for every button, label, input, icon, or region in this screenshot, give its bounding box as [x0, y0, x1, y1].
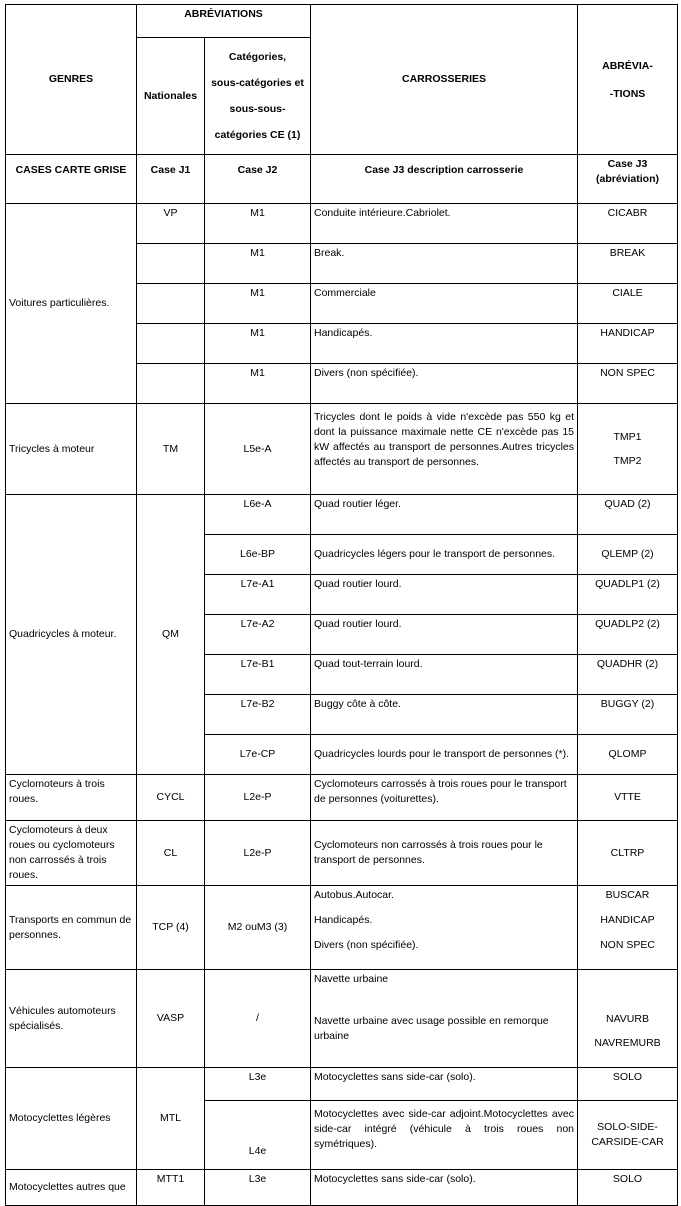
abbreviation-cell: CIALE — [578, 284, 678, 324]
abbreviation-cell — [578, 886, 678, 970]
description-line: Divers (non spécifiée). — [314, 939, 419, 951]
abbreviation-cell: QUADLP2 (2) — [578, 615, 678, 655]
abbreviation-line: NAVREMURB — [594, 1037, 661, 1049]
header-categories-line-4: catégories CE (1) — [214, 129, 301, 141]
genre-cell: Motocyclettes autres que — [6, 1170, 137, 1206]
header-abbreviation-column — [578, 5, 678, 155]
national-cell-empty — [137, 364, 205, 404]
description-cell — [311, 886, 578, 970]
abbreviation-cell: HANDICAP — [578, 324, 678, 364]
header-categories-line-1: Catégories, — [228, 51, 287, 63]
description-cell: Tricycles dont le poids à vide n'excède pas 550 kg et dont la puissance maximale nette CE n'excède pas 15 kW affectés au transport de personnes.Autres tricycles affectés au transport de personnes. — [311, 404, 578, 495]
genre-cell: Quadricycles à moteur. — [6, 495, 137, 775]
abbreviation-line: NAVURB — [606, 1013, 649, 1025]
national-cell: QM — [137, 495, 205, 775]
abbreviation-cell: QLEMP (2) — [578, 535, 678, 575]
header-abbr-line-2: -TIONS — [609, 87, 646, 100]
table-row — [6, 204, 678, 244]
header-genres: GENRES — [6, 5, 137, 155]
category-cell: L6e-BP — [205, 535, 311, 575]
table-row — [6, 1170, 678, 1206]
category-cell: L3e — [205, 1068, 311, 1101]
description-cell: Quadricycles lourds pour le transport de personnes (*). — [311, 735, 578, 775]
description-cell: Buggy côte à côte. — [311, 695, 578, 735]
category-cell: M2 ouM3 (3) — [205, 886, 311, 970]
description-cell: Commerciale — [311, 284, 578, 324]
abbreviation-cell — [578, 404, 678, 495]
table-row — [6, 821, 678, 886]
table-row — [6, 970, 678, 1068]
table-row — [6, 886, 678, 970]
genre-cell: Véhicules automoteurs spécialisés. — [6, 970, 137, 1068]
subheader-j3-line-2: (abréviation) — [595, 173, 659, 185]
abbreviation-cell: QUAD (2) — [578, 495, 678, 535]
abbreviation-line: TMP2 — [613, 455, 642, 467]
description-cell: Quad tout-terrain lourd. — [311, 655, 578, 695]
genre-cell: Transports en commun de personnes. — [6, 886, 137, 970]
national-cell: TM — [137, 404, 205, 495]
national-cell: MTL — [137, 1068, 205, 1170]
description-cell: Quad routier lourd. — [311, 615, 578, 655]
abbreviation-cell: SOLO — [578, 1170, 678, 1206]
description-cell: Motocyclettes sans side-car (solo). — [311, 1170, 578, 1206]
subheader-j3-abbreviation — [578, 155, 678, 204]
abbreviation-line: CARSIDE-CAR — [591, 1136, 664, 1148]
category-cell: M1 — [205, 204, 311, 244]
header-abbr-line-1: ABRÉVIA- — [602, 59, 653, 72]
national-cell: CL — [137, 821, 205, 886]
category-cell: / — [205, 970, 311, 1068]
national-cell-empty — [137, 244, 205, 284]
abbreviation-cell: QLOMP — [578, 735, 678, 775]
description-cell: Motocyclettes sans side-car (solo). — [311, 1068, 578, 1101]
abbreviation-cell: QUADLP1 (2) — [578, 575, 678, 615]
genre-cell: Motocyclettes légères — [6, 1068, 137, 1170]
header-categories-line-2: sous-catégories et — [211, 77, 304, 89]
national-cell: CYCL — [137, 775, 205, 821]
category-cell: L7e-A2 — [205, 615, 311, 655]
description-cell: Break. — [311, 244, 578, 284]
category-cell: M1 — [205, 244, 311, 284]
subheader-cases: CASES CARTE GRISE — [6, 155, 137, 204]
subheader-j3-description: Case J3 description carrosserie — [311, 155, 578, 204]
abbreviation-cell: BREAK — [578, 244, 678, 284]
header-nationales: Nationales — [137, 38, 205, 155]
national-cell-empty — [137, 324, 205, 364]
national-cell: VP — [137, 204, 205, 244]
description-line: Handicapés. — [314, 914, 373, 926]
description-line: Navette urbaine avec usage possible en remorque urbaine — [314, 1015, 549, 1042]
category-cell: L6e-A — [205, 495, 311, 535]
abbreviation-line: NON SPEC — [600, 939, 655, 951]
abbreviation-cell: BUGGY (2) — [578, 695, 678, 735]
description-cell: Divers (non spécifiée). — [311, 364, 578, 404]
description-cell: Motocyclettes avec side-car adjoint.Motocyclettes avec side-car intégré (véhicule à trois roues non symétriques). — [311, 1101, 578, 1170]
abbreviation-cell: NON SPEC — [578, 364, 678, 404]
header-abbreviations: ABRÉVIATIONS — [137, 5, 311, 38]
abbreviation-cell: SOLO — [578, 1068, 678, 1101]
header-categories-line-3: sous-sous- — [229, 103, 286, 115]
table-row — [6, 495, 678, 535]
table-row — [6, 1068, 678, 1101]
description-cell: Cyclomoteurs non carrossés à trois roues pour le transport de personnes. — [311, 821, 578, 886]
vehicle-body-table — [5, 4, 678, 1206]
abbreviation-line: TMP1 — [613, 431, 642, 443]
genre-cell: Cyclomoteurs à trois roues. — [6, 775, 137, 821]
genre-cell: Voitures particulières. — [6, 204, 137, 404]
national-cell-empty — [137, 284, 205, 324]
category-cell: M1 — [205, 284, 311, 324]
subheader-j2: Case J2 — [205, 155, 311, 204]
subheader-j1: Case J1 — [137, 155, 205, 204]
category-cell: L2e-P — [205, 775, 311, 821]
category-cell: L7e-B1 — [205, 655, 311, 695]
description-line: Navette urbaine — [314, 973, 389, 985]
abbreviation-line: HANDICAP — [600, 914, 655, 926]
header-categories — [205, 38, 311, 155]
abbreviation-line: BUSCAR — [605, 889, 650, 901]
category-cell: L7e-B2 — [205, 695, 311, 735]
description-cell: Quad routier léger. — [311, 495, 578, 535]
genre-cell: Tricycles à moteur — [6, 404, 137, 495]
header-carrosseries: CARROSSERIES — [311, 5, 578, 155]
description-cell: Quadricycles légers pour le transport de personnes. — [311, 535, 578, 575]
table-row — [6, 775, 678, 821]
category-cell: L2e-P — [205, 821, 311, 886]
description-line: Autobus.Autocar. — [314, 889, 394, 901]
national-cell: VASP — [137, 970, 205, 1068]
subheader-j3-line-1: Case J3 — [607, 158, 648, 170]
category-cell: L4e — [205, 1101, 311, 1170]
description-cell: Quad routier lourd. — [311, 575, 578, 615]
description-cell: Conduite intérieure.Cabriolet. — [311, 204, 578, 244]
description-cell: Handicapés. — [311, 324, 578, 364]
abbreviation-cell: CLTRP — [578, 821, 678, 886]
abbreviation-cell: VTTE — [578, 775, 678, 821]
category-cell: L3e — [205, 1170, 311, 1206]
description-cell: Cyclomoteurs carrossés à trois roues pour le transport de personnes (voiturettes). — [311, 775, 578, 821]
category-cell: M1 — [205, 324, 311, 364]
category-cell: M1 — [205, 364, 311, 404]
national-cell: TCP (4) — [137, 886, 205, 970]
abbreviation-cell — [578, 1101, 678, 1170]
genre-cell: Cyclomoteurs à deux roues ou cyclomoteurs non carrossés à trois roues. — [6, 821, 137, 886]
abbreviation-line: SOLO-SIDE- — [597, 1121, 658, 1133]
abbreviation-cell — [578, 970, 678, 1068]
table-row — [6, 404, 678, 495]
abbreviation-cell: QUADHR (2) — [578, 655, 678, 695]
category-cell: L5e-A — [205, 404, 311, 495]
category-cell: L7e-CP — [205, 735, 311, 775]
national-cell: MTT1 — [137, 1170, 205, 1206]
abbreviation-cell: CICABR — [578, 204, 678, 244]
description-cell — [311, 970, 578, 1068]
category-cell: L7e-A1 — [205, 575, 311, 615]
